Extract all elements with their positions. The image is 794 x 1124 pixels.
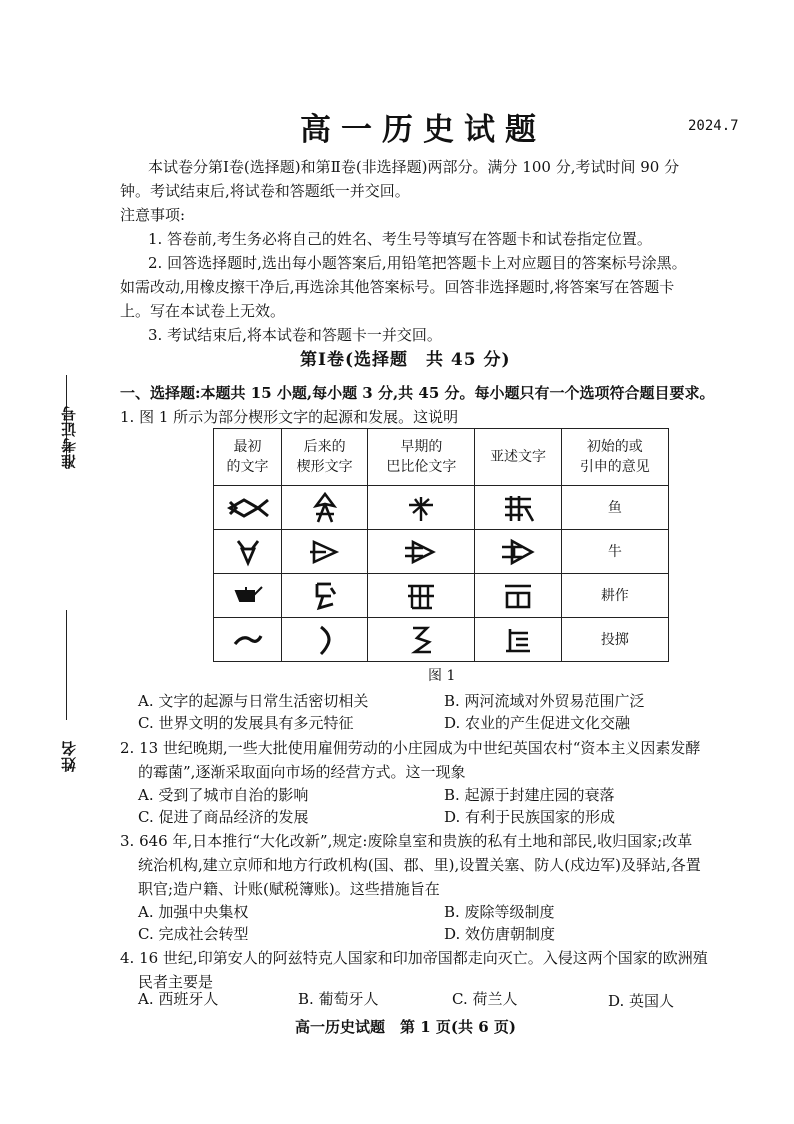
header-cell-2: 后来的 楔形文字	[282, 429, 368, 486]
cuneiform-table	[213, 428, 669, 662]
throw-babylonian-icon	[368, 618, 475, 662]
fish-assyrian-icon	[475, 486, 561, 530]
name-label: 姓名	[60, 740, 78, 772]
q4-line-1: 4. 16 世纪,印第安人的阿兹特克人国家和印加帝国都走向灭亡。入侵这两个国家的欧洲殖	[120, 949, 708, 967]
q3-option-a: A. 加强中央集权	[138, 903, 249, 921]
header-cell-5: 初始的或 引申的意见	[561, 429, 668, 486]
q2-line-1: 2. 13 世纪晚期,一些大批使用雇佣劳动的小庄园成为中世纪英国农村“资本主义因素发酵	[120, 739, 701, 757]
q4-option-c: C. 荷兰人	[452, 990, 518, 1008]
q3-line-2: 统治机构,建立京师和地方行政机构(国、郡、里),设置关塞、防人(戍边军)及驿站,各置	[138, 856, 701, 874]
q2-option-b: B. 起源于封建庄园的衰落	[444, 786, 615, 804]
plough-cuneiform-icon	[282, 574, 368, 618]
q2-line-2: 的霉菌”,逐渐采取面向市场的经营方式。这一现象	[138, 763, 466, 781]
meaning-plough: 耕作	[561, 574, 668, 618]
notice-2b: 如需改动,用橡皮擦干净后,再选涂其他答案标号。回答非选择题时,将答案写在答题卡	[120, 278, 675, 296]
ox-babylonian-icon	[368, 530, 475, 574]
intro-line-2: 钟。考试结束后,将试卷和答题纸一并交回。	[120, 182, 410, 200]
page-title: 高一历史试题	[300, 112, 546, 148]
q1-option-c: C. 世界文明的发展具有多元特征	[138, 714, 354, 732]
table-row-throw	[214, 618, 669, 662]
notice-heading: 注意事项:	[120, 206, 186, 224]
throw-pictograph-icon	[214, 618, 282, 662]
exam-id-label: 准考证号	[60, 405, 78, 469]
meaning-fish: 鱼	[561, 486, 668, 530]
q3-line-3: 职官;造户籍、计账(赋税簿账)。这些措施旨在	[138, 880, 440, 898]
ox-pictograph-icon	[214, 530, 282, 574]
header-cell-3: 早期的 巴比伦文字	[368, 429, 475, 486]
plough-assyrian-icon	[475, 574, 561, 618]
q4-line-2: 民者主要是	[138, 973, 214, 991]
q3-option-d: D. 效仿唐朝制度	[444, 925, 556, 943]
q1-option-b: B. 两河流域对外贸易范围广泛	[444, 692, 645, 710]
table-row-fish	[214, 486, 669, 530]
exam-date: 2024.7	[688, 118, 739, 134]
throw-assyrian-icon	[475, 618, 561, 662]
fish-cuneiform-icon	[282, 486, 368, 530]
q1-option-d: D. 农业的产生促进文化交融	[444, 714, 631, 732]
table-row-ox	[214, 530, 669, 574]
ox-assyrian-icon	[475, 530, 561, 574]
q2-option-d: D. 有利于民族国家的形成	[444, 808, 616, 826]
notice-2a: 2. 回答选择题时,选出每小题答案后,用铅笔把答题卡上对应题目的答案标号涂黑。	[148, 254, 687, 272]
q2-option-a: A. 受到了城市自治的影响	[138, 786, 309, 804]
intro-line-1: 本试卷分第Ⅰ卷(选择题)和第Ⅱ卷(非选择题)两部分。满分 100 分,考试时间 90 分	[148, 158, 680, 176]
q1-option-a: A. 文字的起源与日常生活密切相关	[138, 692, 369, 710]
q1-stem: 1. 图 1 所示为部分楔形文字的起源和发展。这说明	[120, 408, 459, 426]
q4-option-d: D. 英国人	[608, 992, 675, 1010]
fish-babylonian-icon	[368, 486, 475, 530]
header-cell-4: 亚述文字	[475, 429, 561, 486]
page-footer: 高一历史试题 第 1 页(共 6 页)	[295, 1018, 516, 1036]
section-instructions: 一、选择题:本题共 15 小题,每小题 3 分,共 45 分。每小题只有一个选项符合题目要求。	[120, 384, 715, 402]
notice-1: 1. 答卷前,考生务必将自己的姓名、考生号等填写在答题卡和试卷指定位置。	[148, 230, 652, 248]
fish-pictograph-icon	[214, 486, 282, 530]
header-cell-1: 最初 的文字	[214, 429, 282, 486]
section-title: 第Ⅰ卷(选择题 共 45 分)	[300, 350, 511, 370]
q4-option-b: B. 葡萄牙人	[298, 990, 379, 1008]
figure-caption: 图 1	[428, 668, 456, 684]
q3-line-1: 3. 646 年,日本推行“大化改新”,规定:废除皇室和贵族的私有土地和部民,收归国家;改革	[120, 832, 693, 850]
throw-cuneiform-icon	[282, 618, 368, 662]
side-line-bottom	[66, 610, 67, 720]
plough-pictograph-icon	[214, 574, 282, 618]
notice-2c: 上。写在本试卷上无效。	[120, 302, 286, 320]
q4-option-a: A. 西班牙人	[138, 990, 219, 1008]
notice-3: 3. 考试结束后,将本试卷和答题卡一并交回。	[148, 326, 442, 344]
q2-option-c: C. 促进了商品经济的发展	[138, 808, 309, 826]
plough-babylonian-icon	[368, 574, 475, 618]
meaning-throw: 投掷	[561, 618, 668, 662]
q3-option-c: C. 完成社会转型	[138, 925, 249, 943]
ox-cuneiform-icon	[282, 530, 368, 574]
meaning-ox: 牛	[561, 530, 668, 574]
table-row-plough	[214, 574, 669, 618]
q3-option-b: B. 废除等级制度	[444, 903, 555, 921]
